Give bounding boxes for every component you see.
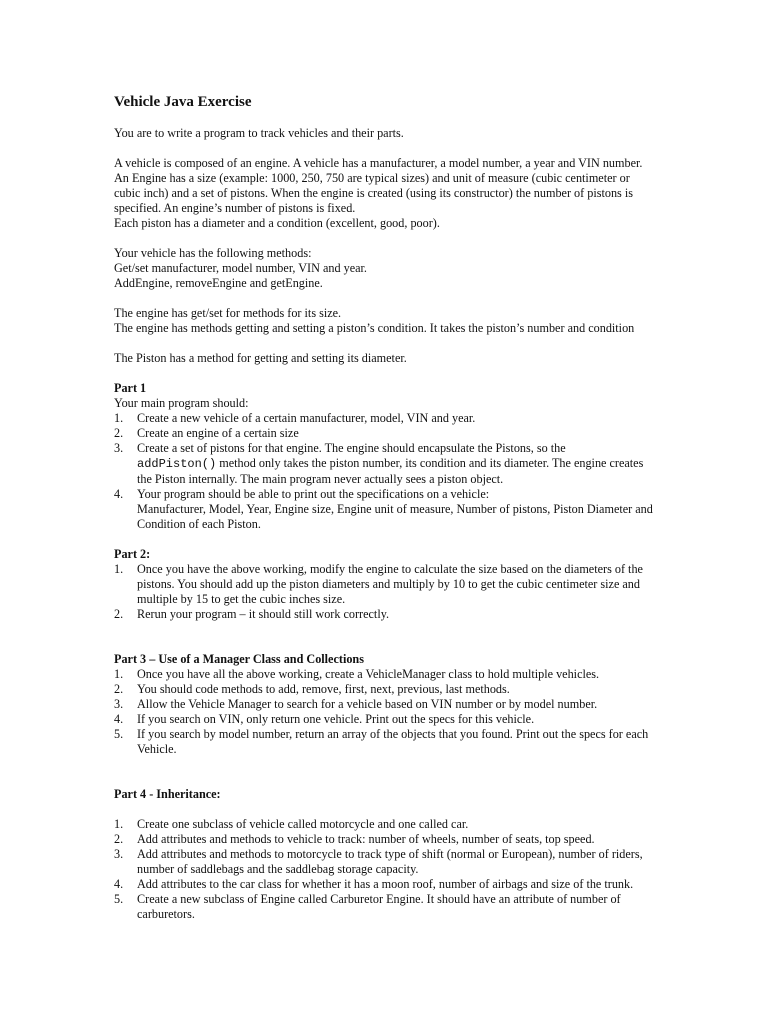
- part2-list: [114, 562, 659, 622]
- document-title: Vehicle Java Exercise: [114, 94, 252, 110]
- list-number: 4.: [114, 712, 124, 726]
- list-item: [114, 411, 659, 426]
- list-text: Create one subclass of vehicle called motorcycle and one called car.: [137, 817, 469, 831]
- vehicle-methods-lead: Your vehicle has the following methods:: [114, 246, 312, 260]
- part3-list: [114, 667, 659, 757]
- list-text: Add attributes to the car class for whether it has a moon roof, number of airbags and size of the trunk.: [137, 877, 634, 891]
- list-text: [137, 441, 659, 487]
- list-number: 5.: [114, 727, 124, 741]
- part1-list: [114, 411, 659, 502]
- part4-heading: Part 4 - Inheritance:: [114, 787, 221, 801]
- list-number: 1.: [114, 411, 124, 425]
- list-item: [114, 426, 659, 441]
- intro-paragraph: You are to write a program to track vehicles and their parts.: [114, 126, 404, 140]
- list-number: 2.: [114, 832, 124, 846]
- part3-heading: Part 3 – Use of a Manager Class and Collections: [114, 652, 364, 666]
- list-text: Create a new subclass of Engine called Carburetor Engine. It should have an attribute of number of carburetors.: [137, 892, 621, 921]
- list-text: Create a new vehicle of a certain manufacturer, model, VIN and year.: [137, 411, 476, 425]
- list-text: Once you have all the above working, create a VehicleManager class to hold multiple vehicles.: [137, 667, 600, 681]
- engine-methods-size: The engine has get/set for methods for its size.: [114, 306, 342, 320]
- list-item: [114, 682, 659, 697]
- list-item: [114, 832, 659, 847]
- list-item: [114, 727, 659, 757]
- list-text-post: method only takes the piston number, its condition and its diameter. The engine creates the Piston internally. The main program never actually sees a piston object.: [137, 456, 644, 486]
- list-item: [114, 697, 659, 712]
- list-item: [114, 441, 659, 487]
- list-text: Create an engine of a certain size: [137, 426, 299, 440]
- list-number: 5.: [114, 892, 124, 906]
- list-number: 1.: [114, 667, 124, 681]
- list-item: [114, 667, 659, 682]
- list-text: Your program should be able to print out the specifications on a vehicle:: [137, 487, 490, 501]
- engine-description: An Engine has a size (example: 1000, 250, 750 are typical sizes) and unit of measure (cubic centimeter or cubic inch) and a set of pistons. When the engine is created (using its constructor) the number of pistons is specified. An engine’s number of pistons is fixed.: [114, 171, 633, 215]
- part4-list: [114, 817, 659, 922]
- list-number: 1.: [114, 817, 124, 831]
- list-text: If you search on VIN, only return one vehicle. Print out the specs for this vehicle.: [137, 712, 535, 726]
- piston-methods: The Piston has a method for getting and setting its diameter.: [114, 351, 407, 365]
- list-item: [114, 892, 659, 922]
- code-snippet: addPiston(): [137, 457, 217, 471]
- list-item: [114, 847, 659, 877]
- vehicle-methods-engine: AddEngine, removeEngine and getEngine.: [114, 276, 323, 290]
- list-text: If you search by model number, return an array of the objects that you found. Print out the specs for each Vehicle.: [137, 727, 649, 756]
- part1-heading: Part 1: [114, 381, 147, 395]
- spec-list: Manufacturer, Model, Year, Engine size, Engine unit of measure, Number of pistons, Piston Diameter and Condition of each Piston.: [137, 502, 653, 531]
- list-number: 1.: [114, 562, 124, 576]
- list-text: Allow the Vehicle Manager to search for a vehicle based on VIN number or by model number.: [137, 697, 598, 711]
- part1-lead: Your main program should:: [114, 396, 249, 410]
- engine-methods-piston: The engine has methods getting and setting a piston’s condition. It takes the piston’s number and condition: [114, 321, 635, 335]
- list-number: 2.: [114, 682, 124, 696]
- list-number: 3.: [114, 697, 124, 711]
- list-number: 4.: [114, 487, 124, 501]
- list-text: Add attributes and methods to motorcycle to track type of shift (normal or European), number of riders, number of saddlebags and the saddlebag storage capacity.: [137, 847, 643, 876]
- list-text: Once you have the above working, modify the engine to calculate the size based on the diameters of the pistons. You should add up the piston diameters and multiply by 10 to get the cubic centimeter size and multiple by 15 to get the cubic inches size.: [137, 562, 643, 606]
- vehicle-methods-getset: Get/set manufacturer, model number, VIN and year.: [114, 261, 367, 275]
- list-text: You should code methods to add, remove, first, next, previous, last methods.: [137, 682, 510, 696]
- list-number: 2.: [114, 607, 124, 621]
- piston-description: Each piston has a diameter and a condition (excellent, good, poor).: [114, 216, 440, 230]
- list-item: [114, 607, 659, 622]
- list-text: Add attributes and methods to vehicle to track: number of wheels, number of seats, top speed.: [137, 832, 595, 846]
- list-text-pre: Create a set of pistons for that engine. The engine should encapsulate the Pistons, so the: [137, 441, 566, 455]
- part2-heading: Part 2:: [114, 547, 151, 561]
- list-item: [114, 877, 659, 892]
- list-text: Rerun your program – it should still work correctly.: [137, 607, 390, 621]
- vehicle-description: A vehicle is composed of an engine. A vehicle has a manufacturer, a model number, a year and VIN number.: [114, 156, 643, 170]
- list-number: 3.: [114, 441, 124, 455]
- list-item: [114, 487, 659, 502]
- list-item: [114, 562, 659, 607]
- list-number: 3.: [114, 847, 124, 861]
- list-item: [114, 712, 659, 727]
- list-number: 4.: [114, 877, 124, 891]
- list-number: 2.: [114, 426, 124, 440]
- document-page: [114, 93, 659, 922]
- list-item: [114, 817, 659, 832]
